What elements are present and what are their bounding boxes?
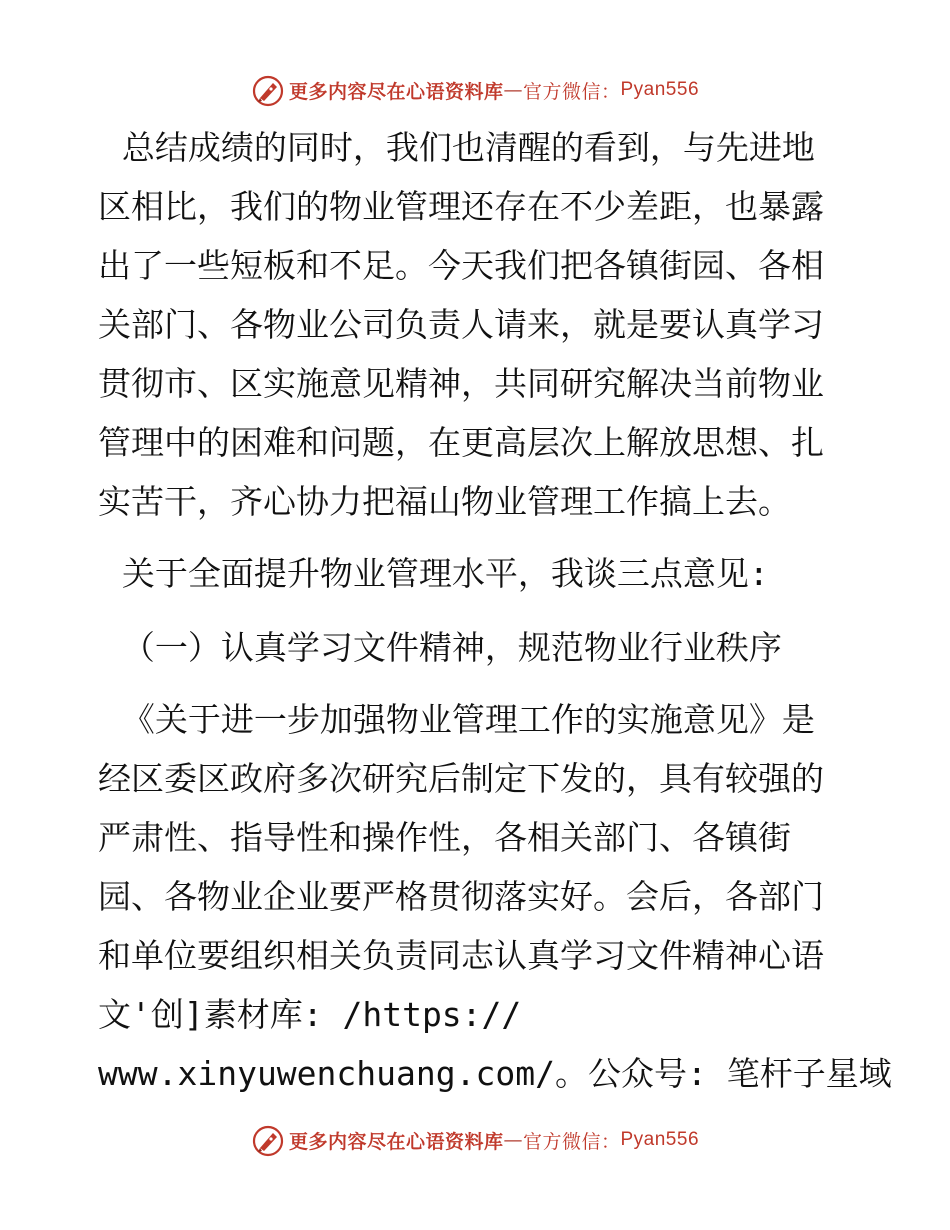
banner-wechat-label: 官方微信：	[522, 80, 621, 103]
body-line: 贯彻市、区实施意见精神，共同研究解决当前物业	[98, 364, 824, 403]
body-line: 关部门、各物业公司负责人请来，就是要认真学习	[98, 305, 824, 344]
banner-main-text: 更多内容尽在心语资料库	[288, 80, 504, 103]
body-line: 《关于进一步加强物业管理工作的实施意见》是	[102, 700, 815, 739]
body-line: 文'创]素材库: /https://	[98, 995, 522, 1034]
body-line: 关于全面提升物业管理水平，我谈三点意见:	[102, 554, 769, 593]
banner-separator: —	[503, 79, 523, 101]
footer-banner	[0, 1120, 950, 1160]
body-line: 园、各物业企业要严格贯彻落实好。会后，各部门	[98, 877, 824, 916]
body-line: 区相比，我们的物业管理还存在不少差距，也暴露	[98, 187, 824, 226]
body-line: 严肃性、指导性和操作性，各相关部门、各镇街	[98, 818, 791, 857]
banner-main-text: 更多内容尽在心语资料库	[288, 1130, 504, 1153]
banner-wechat-id: Pyan556	[620, 79, 700, 100]
banner-wechat-id: Pyan556	[620, 1129, 700, 1150]
section-heading: （一）认真学习文件精神，规范物业行业秩序	[102, 628, 782, 667]
body-line: 和单位要组织相关负责同志认真学习文件精神心语	[98, 936, 824, 975]
body-line: 实苦干，齐心协力把福山物业管理工作搞上去。	[98, 482, 791, 521]
header-banner	[0, 70, 950, 110]
body-line: 管理中的困难和问题，在更高层次上解放思想、扎	[98, 423, 824, 462]
banner-wechat-label: 官方微信：	[522, 1130, 621, 1153]
pen-nib-logo-icon	[251, 74, 285, 108]
body-line: www.xinyuwenchuang.com/。公众号: 笔杆子星域	[98, 1054, 892, 1093]
body-line: 出了一些短板和不足。今天我们把各镇街园、各相	[98, 246, 824, 285]
body-line: 经区委区政府多次研究后制定下发的，具有较强的	[98, 759, 824, 798]
body-line: 总结成绩的同时，我们也清醒的看到，与先进地	[102, 128, 815, 167]
pen-nib-logo-icon	[251, 1124, 285, 1158]
banner-separator: —	[503, 1129, 523, 1151]
